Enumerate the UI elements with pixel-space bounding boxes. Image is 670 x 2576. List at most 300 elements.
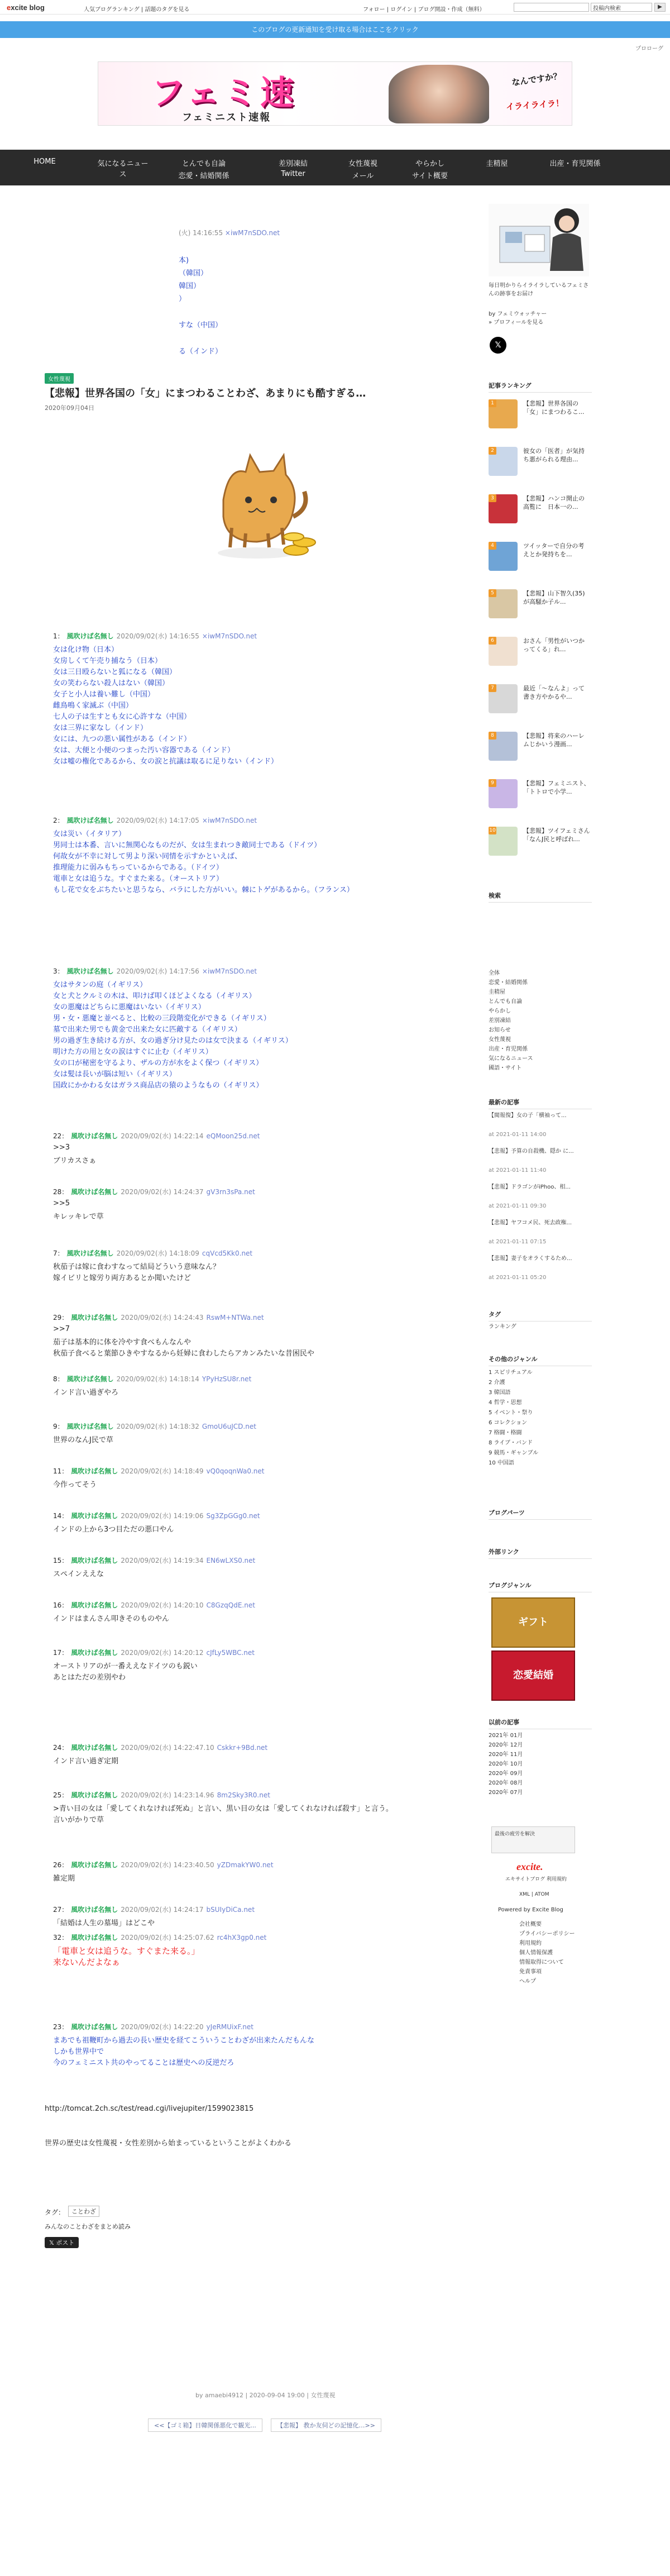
profile-link[interactable]: » プロフィールを見る (489, 319, 544, 326)
comment-header (53, 1556, 258, 1565)
comment-body-line: 七人の子は生すとも女に心許すな（中国） (53, 713, 192, 721)
nav-home[interactable]: HOME (34, 158, 56, 166)
comment-author: 風吹けば名無し (71, 1132, 118, 1140)
comment-header (53, 1743, 270, 1752)
nav-yarakashi[interactable]: やらかし (415, 160, 444, 168)
ranking-number: 7 (489, 684, 496, 692)
comment-id: EN6wLXS0.net (206, 1557, 256, 1564)
category-link[interactable]: とんでも自論 (489, 999, 522, 1005)
external-links-heading: 外部リンク (489, 1547, 592, 1559)
banner-face-image (389, 65, 489, 123)
comment-header (53, 1313, 267, 1322)
tag-ranking-link[interactable]: ランキング (489, 1324, 516, 1330)
site-banner[interactable] (98, 61, 572, 126)
footer-link[interactable]: 個人情報保護 (519, 1950, 553, 1956)
comment-author: 風吹けば名無し (71, 1934, 118, 1941)
category-link[interactable]: 恋愛・結婚関係 (489, 980, 528, 986)
ranking-item[interactable] (489, 447, 592, 486)
excite-logo[interactable]: excite. (516, 1861, 543, 1872)
comment-id: vQ0qoqnWa0.net (206, 1467, 265, 1475)
comment-header (53, 815, 260, 825)
comment-body-line: 女の口が秘密を守るより、ザルの方が水をよく保つ（イギリス） (53, 1059, 264, 1067)
comment-author: 風吹けば名無し (71, 1649, 118, 1657)
feed-links[interactable]: XML | ATOM (519, 1892, 549, 1897)
nav-theory[interactable]: とんでも自論 (181, 160, 226, 168)
comment-number: 7： (53, 1249, 64, 1257)
tag-label: タグ： (45, 2208, 65, 2216)
category-link[interactable]: 出産・育児関係 (489, 1046, 528, 1052)
comment-number: 24： (53, 1744, 69, 1752)
comment-body-line: キレッキレで草 (53, 1213, 104, 1221)
search-heading: 検索 (489, 891, 592, 903)
ranking-title[interactable]: 【悲報】フェミニスト、「トトロで小学... (523, 780, 590, 795)
archive-link[interactable]: 2021年 01月 (489, 1733, 523, 1739)
comment-body-line: 女と犬とクルミの木は、叩けば叩くほどよくなる（イギリス） (53, 992, 256, 1000)
comment-header (53, 1131, 262, 1141)
nav-childbirth[interactable]: 出産・育児関係 (549, 160, 601, 168)
comment-time: 2020/09/02(水) 14:22:20 (121, 2023, 204, 2031)
comment-body-line: 女には、九つの悪い属性がある（インド） (53, 735, 192, 743)
ranking-item[interactable] (489, 399, 592, 438)
comment-id: ×iwM7nSDO.net (202, 632, 257, 640)
comment-body-line: 茄子は基本的に体を冷やす食べもんなんや (53, 1338, 192, 1347)
top-links[interactable]: 人気ブログランキング | 話題のタグを見る (84, 7, 190, 13)
search-button[interactable]: ▶ (654, 3, 666, 12)
comment-time: 2020/09/02(水) 14:25:07.62 (121, 1934, 214, 1941)
blog-parts-heading: ブログパーツ (489, 1508, 592, 1520)
footer-link[interactable]: 会社概要 (519, 1921, 542, 1928)
search-scope-select[interactable]: 投稿内検索 (591, 3, 652, 12)
comment-body-line: 男の過ぎ生き続ける方が、女の過ぎ分け見たのは女で決まる（イギリス） (53, 1037, 293, 1045)
comment-body-line: 女子と小人は養い難し（中国） (53, 690, 155, 699)
comment-id: yZDmakYW0.net (217, 1861, 274, 1869)
comment-time: 2020/09/02(水) 14:24:17 (121, 1906, 204, 1914)
comment-number: 9： (53, 1423, 64, 1430)
banner-caption-1: なんですか？ (511, 70, 562, 88)
comment-body-line: 嫁イビリと嫁労り両方あるとか聞いたけど (53, 1274, 192, 1282)
comment-number: 11： (53, 1467, 69, 1475)
prologue-link[interactable]: プロローグ (635, 46, 663, 52)
category-link[interactable]: 全体 (489, 970, 500, 976)
ranking-title[interactable]: 【悲報】世界各国の「女」にまつわるこ... (523, 400, 585, 416)
love-banner-label: 恋愛結婚 (513, 1669, 553, 1681)
comment-body-line: >>7 (53, 1325, 70, 1333)
category-link[interactable]: 圭精屋 (489, 989, 505, 995)
comment-number: 1： (53, 632, 64, 640)
category-link[interactable]: 差別凍結 (489, 1018, 511, 1024)
ranking-item[interactable] (489, 827, 596, 866)
genre-link[interactable]: 7 格闘・格闘 (489, 1430, 522, 1436)
ranking-title[interactable]: 【悲報】山下智久(35)が高騒か子ル... (523, 590, 585, 605)
comment-time: 2020/09/02(水) 14:16:55 (116, 632, 199, 640)
comment-header (53, 1248, 255, 1258)
account-links[interactable]: フォロー | ログイン | ブログ開設・作成（無料） (363, 7, 485, 13)
comment-author: 風吹けば名無し (71, 1601, 118, 1609)
category-link[interactable]: 女性蔑視 (489, 1037, 511, 1043)
ranking-item[interactable] (489, 684, 592, 723)
comment-time: 2020/09/02(水) 14:18:09 (116, 1249, 199, 1257)
intro-line: る（インド） (179, 347, 223, 356)
post-footer-meta: by amaebi4912 | 2020-09-04 19:00 | 女性蔑視 (195, 2392, 336, 2399)
comment-body-line: 女は化け物（日本） (53, 646, 119, 654)
comment-body-line: インド言い過ぎ定期 (53, 1757, 119, 1766)
ranking-number: 5 (489, 589, 496, 597)
ranking-number: 10 (489, 828, 496, 833)
comment-number: 28： (53, 1188, 69, 1196)
comment-author: 風吹けば名無し (66, 817, 114, 824)
comment-body-line: オーストリアのが一番ええなドイツのも鋭い (53, 1662, 198, 1671)
genre-link[interactable]: 5 イベント・祭り (489, 1410, 533, 1416)
comment-id: Sg3ZpGGg0.net (206, 1512, 260, 1520)
archive-link[interactable]: 2020年 10月 (489, 1761, 523, 1767)
comment-author: 風吹けば名無し (71, 1861, 118, 1869)
comment-body-line: 今作ってそう (53, 1481, 97, 1489)
comment-number: 2： (53, 817, 64, 824)
blog-genre-heading: ブログジャンル (489, 1581, 592, 1592)
ranking-item[interactable] (489, 732, 592, 771)
intro-meta: (火) 14:16:55 ×iwM7nSDO.net (179, 229, 280, 237)
ranking-title[interactable]: 最近「〜なんよ」って書き方やかるや... (523, 685, 585, 700)
comment-body-line: もし花で女をぶちたいと思うなら、バラにした方がいい。棘にトゲがあるから。（フランス） (53, 886, 354, 894)
search-input[interactable] (514, 3, 589, 12)
ranking-number: 9 (489, 779, 496, 787)
comment-author: 風吹けば名無し (71, 1512, 118, 1520)
genre-link[interactable]: 1 スピリチュアル (489, 1370, 533, 1376)
banner-subtitle: フェミニスト速報 (182, 112, 271, 123)
comment-body-line: 世界のなんJ民で草 (53, 1436, 113, 1444)
comment-author: 風吹けば名無し (71, 1791, 118, 1799)
comment-id: bSUIyDiCa.net (206, 1906, 255, 1914)
profile-illustration (489, 204, 589, 276)
ranking-title[interactable]: おさん「男性がいつかってくる」れ... (523, 637, 585, 653)
comment-id: cqVcd5Kk0.net (202, 1249, 253, 1257)
comment-body-line: 女は三界に家なし（インド） (53, 724, 148, 732)
comment-header (53, 2022, 256, 2031)
ad-banner-label: 最後の疲労を解決 (495, 1831, 535, 1837)
comment-author: 風吹けば名無し (66, 632, 114, 640)
comment-author: 風吹けば名無し (71, 1744, 118, 1752)
comment-body-line: ブリカスさぁ (53, 1157, 97, 1165)
post-title[interactable]: 【悲報】世界各国の「女」にまつわることわざ、あまりにも酷すぎる… (45, 388, 366, 399)
comment-author: 風吹けば名無し (71, 1314, 118, 1322)
comment-body-line: 今のフェミニスト共のやってることは歴史への反逆だろ (53, 2059, 234, 2067)
comment-header (53, 631, 260, 641)
comment-body-line: 電車と女は追うな。すぐまた来る。（オーストリア） (53, 875, 223, 883)
recent-post-title[interactable]: 【悲報】予算の自殺機、隠か に... (489, 1148, 574, 1155)
comment-body-line: まあでも祖鞭町から過去の長い歴史を経てこういうことわざが出来たんだもんな (53, 2036, 315, 2045)
comment-id: rc4hX3gp0.net (217, 1934, 267, 1941)
recent-post-title[interactable]: 【悲報】ヤフコメ民、死去政権... (489, 1220, 572, 1226)
comment-body-line: インドの上から3つ目ただの悪口やん (53, 1525, 174, 1534)
nav-seiya[interactable]: 圭精屋 (486, 160, 508, 168)
ad-banner[interactable] (491, 1826, 575, 1853)
comment-header (53, 1187, 258, 1196)
ranking-heading: 記事ランキング (489, 381, 592, 393)
comment-header (53, 1933, 269, 1942)
profile-text: 毎日明かりらイライラしているフェミさんの跡事をお届け (489, 283, 589, 297)
recent-post-title[interactable]: 【悲報】ドラゴンがiPhoo、相... (489, 1184, 571, 1190)
comment-id: gV3rn3sPa.net (206, 1188, 255, 1196)
comment-id: ×iwM7nSDO.net (202, 967, 257, 975)
ranking-item[interactable] (489, 637, 592, 676)
comment-time: 2020/09/02(水) 14:18:32 (116, 1423, 199, 1430)
comment-body-line: 国政にかかわる女はガラス商品店の猿のようなもの（イギリス） (53, 1081, 264, 1090)
comment-body-line: 秋茄子は嫁に食わすなって結局どういう意味なん？ (53, 1263, 221, 1271)
comment-body-line: 言いがかりで草 (53, 1816, 104, 1824)
genre-link[interactable]: 9 競馬・ギャンブル (489, 1450, 539, 1456)
nav-news[interactable]: 気になるニュース (97, 160, 149, 179)
comment-time: 2020/09/02(水) 14:23:40.50 (121, 1861, 214, 1869)
comment-time: 2020/09/02(水) 14:23:14.96 (121, 1791, 214, 1799)
intro-line: 本) (179, 256, 189, 265)
comment-body-line: しかも世界中で (53, 2048, 104, 2056)
comment-header (53, 1860, 276, 1869)
comment-id: RswM+NTWa.net (206, 1314, 264, 1322)
comment-body-line: 女は三日殴らないと狐になる（韓国） (53, 668, 177, 676)
comment-header (53, 1511, 263, 1520)
ranking-number: 6 (489, 637, 496, 645)
recent-post-date: at 2021-01-11 07:15 (489, 1239, 547, 1245)
powered-by: Powered by Excite Blog (498, 1907, 563, 1913)
comment-body-line: 女は嘘の権化であるから、女の涙と抗議は取るに足りない（インド） (53, 757, 279, 766)
comment-time: 2020/09/02(水) 14:19:34 (121, 1557, 204, 1564)
category-link[interactable]: お知らせ (489, 1027, 511, 1033)
comment-id: eQMoon25d.net (206, 1132, 260, 1140)
comment-author: 風吹けば名無し (71, 1467, 118, 1475)
comment-header (53, 1466, 267, 1476)
comment-header (53, 966, 260, 976)
comment-body-line: 女はサタンの庭（イギリス） (53, 981, 147, 989)
ranking-title[interactable]: 【悲報】将来のハーレムじかいう漫画... (523, 732, 585, 748)
archive-link[interactable]: 2020年 08月 (489, 1780, 523, 1786)
comment-header (53, 1374, 254, 1384)
comment-header (53, 1421, 259, 1431)
top-bar (0, 0, 670, 15)
tag-kotowaza[interactable]: ことわざ (68, 2206, 99, 2217)
nav-mail[interactable]: メール (352, 172, 374, 180)
recent-post-date: at 2021-01-11 14:00 (489, 1132, 547, 1138)
genre-link[interactable]: 2 介護 (489, 1380, 505, 1386)
comment-id: cJfLy5WBC.net (206, 1649, 255, 1657)
comment-body-line: 女は、大便と小便のつまった汚い容器である（インド） (53, 746, 235, 755)
nav-discrimination[interactable]: 差別凍結 (278, 160, 308, 168)
comment-id: ×iwM7nSDO.net (202, 817, 257, 824)
comment-number: 25： (53, 1791, 69, 1799)
comment-author: 風吹けば名無し (66, 967, 114, 975)
ranking-number: 3 (489, 494, 496, 502)
comment-time: 2020/09/02(水) 14:20:12 (121, 1649, 204, 1657)
nav-twitter[interactable]: Twitter (281, 170, 305, 178)
comment-number: 15： (53, 1557, 69, 1564)
comment-author: 風吹けば名無し (71, 1188, 118, 1196)
profile-author: by フェミウォッチャー (489, 311, 547, 317)
comment-body-line: あとはただの差別やわ (53, 1673, 126, 1682)
comment-number: 16： (53, 1601, 69, 1609)
comment-number: 17： (53, 1649, 69, 1657)
comment-id: YPyHzSU8r.net (202, 1375, 252, 1383)
comment-body-line: 雌鳥鳴く家滅ぶ（中国） (53, 702, 133, 710)
comment-number: 26： (53, 1861, 69, 1869)
gift-banner[interactable] (491, 1597, 575, 1648)
recent-post-date: at 2021-01-11 05:20 (489, 1275, 547, 1281)
genre-heading: その他のジャンル (489, 1354, 592, 1366)
ranking-number: 1 (489, 399, 496, 407)
comment-author: 風吹けば名無し (71, 2023, 118, 2031)
ranking-item[interactable] (489, 494, 592, 533)
comment-author: 風吹けば名無し (66, 1249, 114, 1257)
genre-link[interactable]: 6 コレクション (489, 1420, 528, 1426)
comment-author: 風吹けば名無し (66, 1375, 114, 1383)
banner-caption-2: イライライラ！ (505, 98, 564, 112)
comment-number: 32： (53, 1934, 69, 1941)
comment-number: 22： (53, 1132, 69, 1140)
comment-body-line: 何故女が不幸に対して男より深い同情を示すかといえば、 (53, 852, 242, 861)
comment-body-line: >>5 (53, 1199, 70, 1208)
comment-header (53, 1600, 258, 1610)
footer-link[interactable]: 情報取得について (519, 1959, 564, 1966)
comment-header (53, 1648, 257, 1657)
source-url[interactable]: http://tomcat.2ch.sc/test/read.cgi/livejupiter/1599023815 (45, 2105, 254, 2113)
comment-body-line: 明けた方の用と女の涙はすぐに止む（イギリス） (53, 1048, 213, 1056)
comment-number: 14： (53, 1512, 69, 1520)
excite-subtext[interactable]: エキサイトブログ 利用規約 (505, 1877, 567, 1882)
comment-id: C8GzqQdE.net (206, 1601, 255, 1609)
comment-author: 風吹けば名無し (66, 1423, 114, 1430)
comment-number: 29： (53, 1314, 69, 1322)
footer-link[interactable]: 免責事項 (519, 1969, 542, 1975)
excite-blog-logo[interactable]: excite blog (7, 3, 45, 12)
comment-id: 8m2Sky3R0.net (217, 1791, 270, 1799)
banner-title: フェミ速 (151, 74, 297, 113)
x-post-button[interactable]: 𝕏 ポスト (45, 2237, 79, 2248)
comment-time: 2020/09/02(水) 14:24:43 (121, 1314, 204, 1322)
comment-body-line: 墓で出来た男でも黄金で出来た女に匹敵する（イギリス） (53, 1025, 242, 1034)
genre-link[interactable]: 8 ライブ・バンド (489, 1440, 533, 1446)
archive-link[interactable]: 2020年 12月 (489, 1742, 523, 1748)
comment-body-line: 来ないんだよなぁ (53, 1957, 121, 1967)
comment-time: 2020/09/02(水) 14:22:14 (121, 1132, 204, 1140)
comment-body-line: 推理能力に弱みもちっているからである。（ドイツ） (53, 864, 223, 872)
prev-post-link[interactable]: <<【ゴミ箱】日韓関係悪化で観光... (148, 2418, 262, 2432)
archive-link[interactable]: 2020年 11月 (489, 1752, 523, 1758)
cat-coins-illustration (184, 433, 329, 567)
archive-link[interactable]: 2020年 07月 (489, 1790, 523, 1796)
comment-time: 2020/09/02(水) 14:17:56 (116, 967, 199, 975)
comment-body-line: 雑定期 (53, 1874, 75, 1883)
footer-link[interactable]: 利用規約 (519, 1940, 542, 1947)
comment-body-line: インド言い過ぎやろ (53, 1389, 119, 1397)
tag-heading: タグ (489, 1310, 592, 1322)
comment-time: 2020/09/02(水) 14:19:06 (121, 1512, 204, 1520)
genre-link[interactable]: 10 中国語 (489, 1460, 514, 1466)
comment-body-line: スペインええな (53, 1570, 104, 1578)
category-link[interactable]: やらかし (489, 1008, 511, 1014)
comment-number: 23： (53, 2023, 69, 2031)
recent-post-title[interactable]: 【悲報】妻子をオラくするため... (489, 1256, 572, 1262)
intro-line: すな（中国） (179, 321, 223, 330)
comment-body-line: 「電車と女は追うな。すぐまた来る。」 (53, 1946, 200, 1956)
comment-body-line: 「結婚は人生の墓場」はどこや (53, 1919, 155, 1928)
nav-misogyny[interactable]: 女性蔑視 (348, 160, 377, 168)
comment-id: Cskkr+9Bd.net (217, 1744, 268, 1752)
genre-link[interactable]: 4 哲学・思想 (489, 1400, 522, 1406)
comment-body-line: >青い目の女は「愛してくれなければ死ぬ」と言い、黒い目の女は「愛してくれなければ殺す」と言う。 (53, 1805, 393, 1813)
tag-summary-link[interactable]: みんなのことわざをまとめ読み (45, 2223, 131, 2230)
recent-post-date: at 2021-01-11 11:40 (489, 1167, 547, 1173)
recent-heading: 最新の記事 (489, 1098, 592, 1109)
ranking-number: 2 (489, 447, 496, 455)
comment-body-line: 女は災い（イタリア） (53, 830, 126, 838)
ranking-title[interactable]: 【悲報】ツイフェミさん 「なんJ民と呼ばれ... (523, 827, 596, 843)
nav-about[interactable]: サイト概要 (411, 172, 448, 180)
archive-heading: 以前の記事 (489, 1718, 592, 1729)
comment-time: 2020/09/02(水) 14:20:10 (121, 1601, 204, 1609)
comment-body-line: 男同士は本番、言いに無関心なものだが、女は生まれつき敵同士である（ドイツ） (53, 841, 322, 850)
ranking-item[interactable] (489, 589, 592, 628)
intro-line: （韓国） (179, 269, 208, 278)
intro-line: 韓国） (179, 282, 201, 290)
comment-time: 2020/09/02(水) 14:18:14 (116, 1375, 199, 1383)
genre-link[interactable]: 3 韓国語 (489, 1390, 511, 1396)
next-post-link[interactable]: 【悲報】 教か友伺どの記憶化…>> (271, 2418, 381, 2432)
gift-banner-label: ギフト (518, 1616, 548, 1628)
comment-header (53, 1790, 273, 1800)
closing-text: 世界の歴史は女性蔑視・女性差別から始まっているということがよくわかる (45, 2139, 292, 2148)
comment-body-line: 女の悪魔はどちらに悪魔はいない（イギリス） (53, 1003, 205, 1012)
comment-id: GmoU6uJCD.net (202, 1423, 256, 1430)
comment-id: yJeRMUixF.net (206, 2023, 253, 2031)
ranking-number: 4 (489, 542, 496, 550)
comment-body-line: 女房しくて午売り捕なう（日本） (53, 657, 162, 665)
ranking-title[interactable]: ツイッターで自分の考えとか発持ちを... (523, 542, 585, 558)
ranking-title[interactable]: 【悲報】ハンコ開止の高覧に 日本一の... (523, 495, 585, 511)
archive-link[interactable]: 2020年 09月 (489, 1771, 523, 1777)
x-logo-icon[interactable]: 𝕏 (490, 337, 506, 354)
comment-body-line: 女は髪は長いが脳は短い（イギリス） (53, 1070, 176, 1079)
comment-number: 8： (53, 1375, 64, 1383)
comment-time: 2020/09/02(水) 14:24:37 (121, 1188, 204, 1196)
footer-link[interactable]: プライバシーポリシー (519, 1931, 575, 1937)
comment-author: 風吹けば名無し (71, 1557, 118, 1564)
love-marriage-banner[interactable] (491, 1650, 575, 1701)
comment-author: 風吹けば名無し (71, 1906, 118, 1914)
category-link[interactable]: 気になるニュース (489, 1056, 533, 1062)
ranking-item[interactable] (489, 779, 592, 818)
comment-number: 27： (53, 1906, 69, 1914)
main-nav (0, 150, 670, 185)
recent-post-date: at 2021-01-11 09:30 (489, 1203, 547, 1209)
comment-header (53, 1905, 257, 1914)
follow-notice-bar[interactable]: このブログの更新通知を受け取る場合はここをクリック (0, 21, 670, 38)
comment-time: 2020/09/02(水) 14:18:49 (121, 1467, 204, 1475)
category-link[interactable]: 國語・サイト (489, 1065, 522, 1071)
ranking-title[interactable]: 彼女の「医者」が気持ち悪がられる理由... (523, 447, 585, 463)
ranking-item[interactable] (489, 542, 592, 581)
comment-body-line: >>3 (53, 1143, 70, 1152)
recent-post-title[interactable]: 【閲報復】女の子「横袖って... (489, 1113, 567, 1119)
comment-body-line: 女の笑わらない殺人はない（韓国） (53, 679, 170, 688)
comment-body-line: 秋茄子食べると葉節ひきやすなるから妊婦に食わしたらアカンみたいな昔困民や (53, 1349, 314, 1358)
comment-number: 3： (53, 967, 64, 975)
nav-love[interactable]: 恋愛・結婚関係 (178, 172, 229, 180)
post-date: 2020年09月04日 (45, 404, 94, 412)
comment-time: 2020/09/02(水) 14:17:05 (116, 817, 199, 824)
category-badge[interactable]: 女性蔑視 (45, 373, 74, 384)
comment-time: 2020/09/02(水) 14:22:47.10 (121, 1744, 214, 1752)
footer-link[interactable]: ヘルプ (519, 1978, 536, 1985)
ranking-number: 8 (489, 732, 496, 740)
comment-body-line: 男・女・悪魔と並べると、比較の三段階変化ができる（イギリス） (53, 1014, 271, 1023)
